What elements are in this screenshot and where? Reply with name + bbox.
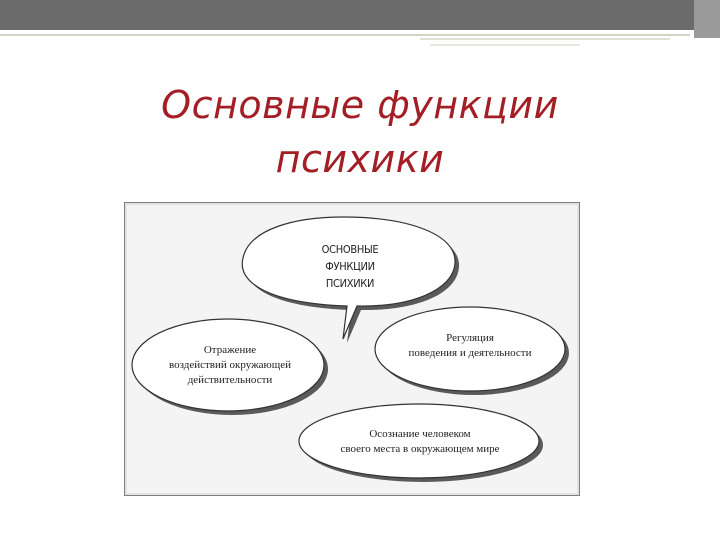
regulation-label: [395, 331, 545, 361]
title-line-2: психики: [275, 137, 445, 181]
slide-title: [100, 78, 620, 186]
central-line-3: ПСИХИКИ: [325, 277, 375, 290]
central-line-2: ФУНКЦИИ: [325, 260, 375, 273]
central-label: [285, 241, 415, 292]
awareness-line-2: своего места в окружающем мире: [340, 443, 500, 455]
accent-line-1: [0, 34, 690, 36]
regulation-line-1: Регуляция: [446, 332, 494, 344]
central-line-1: ОСНОВНЫЕ: [321, 243, 379, 256]
regulation-line-2: поведения и деятельности: [408, 347, 532, 359]
top-bar-corner-block: [694, 0, 720, 38]
title-line-1: Основные функции: [161, 83, 559, 127]
reflection-line-2: воздействий окружающей: [168, 359, 292, 371]
reflection-line-1: Отражение: [203, 344, 257, 356]
reflection-line-3: действительности: [187, 374, 273, 386]
accent-line-2: [420, 38, 670, 40]
accent-line-3: [430, 44, 580, 46]
diagram-figure: [124, 202, 580, 496]
awareness-label: [325, 427, 515, 457]
awareness-line-1: Осознание человеком: [369, 428, 471, 440]
top-decorative-bar: [0, 0, 720, 30]
reflection-label: [165, 343, 295, 388]
